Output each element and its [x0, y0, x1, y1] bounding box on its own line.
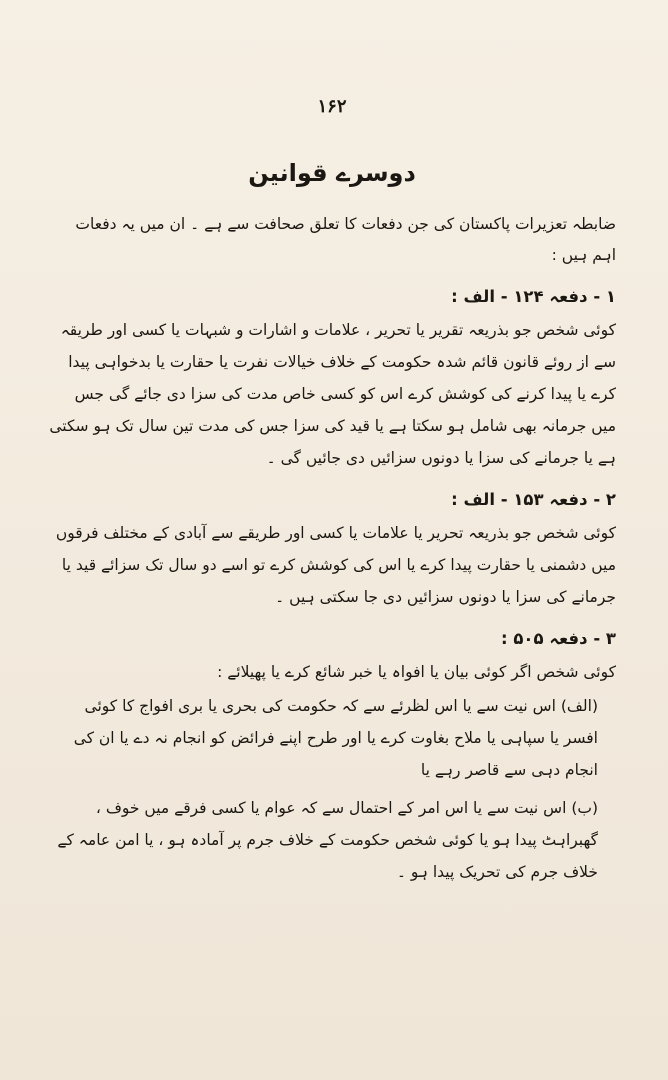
section-body: کوئی شخص جو بذریعہ تحریر یا علامات یا کسی اور طریقے سے آبادی کے مختلف فرقوں میں دشمنی یا حقارت پیدا کرے یا اس کی کوشش کرے تو اسے دو سال تک سزائے قید یا جرمانے کی سزا یا دونوں سزائیں دی جا سکتی ہیں ۔ — [55, 524, 616, 606]
chapter-title: دوسرے قوانین — [248, 159, 416, 187]
section-heading: ۲ - دفعہ ۱۵۳ - الف : — [451, 490, 616, 509]
section-124a — [48, 287, 616, 474]
section-body: کوئی شخص جو بذریعہ تقریر یا تحریر ، علامات و اشارات و شبہات یا کسی اور طریقہ سے از روئے قانون قائم شدہ حکومت کے خلاف خیالات نفرت یا حقارت یا بدخواہی پیدا کرے یا پیدا کرنے کی کوشش کرے اس کو کسی خاص مدت کی سزا دی جائے گی جس میں جرمانہ بھی شامل ہو سکتا ہے یا قید کی سزا جس کی مدت تین سال تک ہو سکتی ہے یا جرمانے کی سزا یا دونوں سزائیں دی جائیں گی ۔ — [49, 321, 616, 467]
clause-alif: (الف) اس نیت سے یا اس لظرئے سے کہ حکومت کی بحری یا بری افواج کا کوئی افسر یا سپاہی یا ملاح بغاوت کرے یا اور طرح اپنے فرائض کو انجام نہ دے یا ان کی انجام دہی سے قاصر رہے یا — [73, 697, 598, 779]
section-heading: ۳ - دفعہ ۵۰۵ : — [501, 629, 616, 648]
clause-be: (ب) اس نیت سے یا اس امر کے احتمال سے کہ عوام یا کسی فرقے میں خوف ، گھبراہٹ پیدا ہو یا کوئی شخص حکومت کے خلاف جرم پر آمادہ ہو ، یا امن عامہ کے خلاف جرم کی تحریک پیدا ہو ۔ — [57, 799, 598, 881]
section-body: کوئی شخص اگر کوئی بیان یا افواہ یا خبر شائع کرے یا پھیلائے : — [217, 663, 616, 681]
section-153a — [48, 490, 616, 613]
section-505 — [48, 629, 616, 888]
section-heading: ۱ - دفعہ ۱۲۴ - الف : — [451, 287, 616, 306]
intro-paragraph: ضابطہ تعزیرات پاکستان کی جن دفعات کا تعلق صحافت سے ہے ۔ ان میں یہ دفعات اہم ہیں : — [75, 215, 616, 264]
page-number: ۱۶۲ — [317, 96, 347, 117]
